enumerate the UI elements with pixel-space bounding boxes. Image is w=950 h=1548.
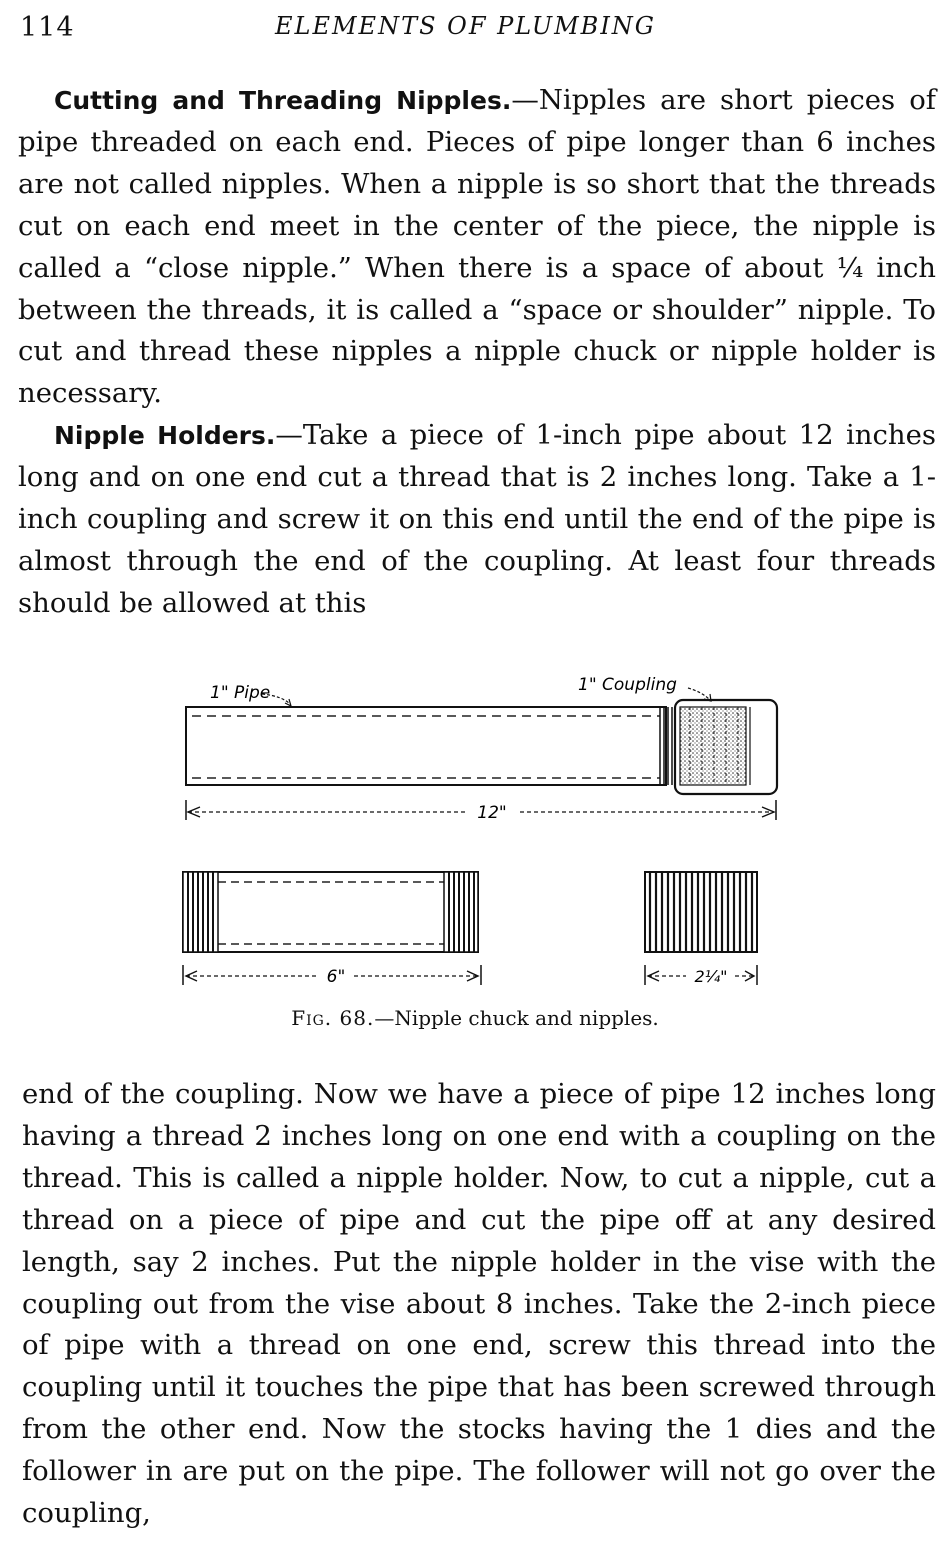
label-pipe: 1" Pipe xyxy=(210,683,271,703)
figure-nipple-chuck xyxy=(0,660,950,1040)
paragraph-cutting-threading xyxy=(18,80,936,415)
body-nipple-holders: —Take a piece of 1-inch pipe about 12 inches long and on one end cut a thread that is 2 inches long. Take a 1-inch coupling and screw it on this end until the end of the pipe is almost through the end of the coupling. At least four threads should be allowed at this xyxy=(18,419,936,619)
dim-label-6: 6" xyxy=(326,967,346,987)
running-head: ELEMENTS OF PLUMBING xyxy=(275,12,656,40)
coupling-drawing xyxy=(675,700,777,794)
page-header xyxy=(20,12,910,48)
paragraph-continuation: end of the coupling. Now we have a piece of pipe 12 inches long having a thread 2 inches long on one end with a coupling on the thread. This is called a nipple holder. Now, to cut a nipple, cut a thread on a piece of pipe and cut the pipe off at any desired length, say 2 inches. Put the nipple holder in the vise with the coupling out from the vise about 8 inches. Take the 2-inch piece of pipe with a thread on one end, screw this thread into the coupling until it touches the pipe that has been screwed through from the other end. Now the stocks having the 1 dies and the follower in are put on the pipe. The follower will not go over the coupling, xyxy=(22,1078,936,1530)
body-cutting-threading: —Nipples are short pieces of pipe threaded on each end. Pieces of pipe longer than 6 inches are not called nipples. When a nipple is so short that the threads cut on each end meet in the center of the piece, the nipple is called a “close nipple.” When there is a space of about ¼ inch between the threads, it is called a “space or shoulder” nipple. To cut and thread these nipples a nipple chuck or nipple holder is necessary. xyxy=(18,84,936,410)
heading-nipple-holders: Nipple Holders. xyxy=(54,421,276,451)
lower-text xyxy=(22,1074,936,1535)
page-number: 114 xyxy=(20,12,75,43)
dimension-2-25-inch xyxy=(645,965,757,986)
figure-caption-label: Fig. 68. xyxy=(291,1006,375,1030)
figure-caption xyxy=(0,1006,950,1030)
nipple-holder-drawing xyxy=(186,700,777,794)
paragraph-nipple-holders xyxy=(18,415,936,625)
dimension-6-inch xyxy=(183,965,481,987)
figure-caption-text: —Nipple chuck and nipples. xyxy=(374,1006,659,1030)
dim-label-12: 12" xyxy=(477,803,507,823)
left-thread-band xyxy=(183,872,218,952)
close-nipple-drawing xyxy=(645,872,757,952)
nipple-6-inch-drawing xyxy=(183,872,478,952)
right-thread-band xyxy=(444,872,478,952)
label-coupling: 1" Coupling xyxy=(578,675,677,695)
dim-label-2-25: 2¼" xyxy=(694,967,728,986)
heading-cutting-threading: Cutting and Threading Nipples. xyxy=(54,86,512,115)
upper-text xyxy=(18,80,936,625)
dimension-12-inch xyxy=(186,800,776,823)
